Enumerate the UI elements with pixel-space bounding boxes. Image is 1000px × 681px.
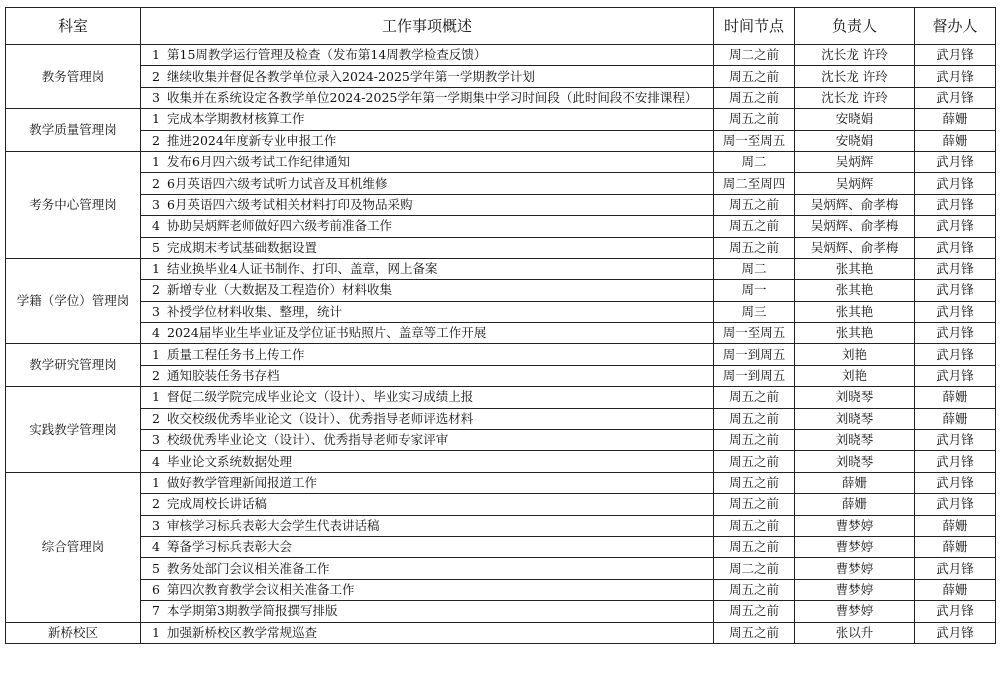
task-cell [141,323,714,344]
time-cell: 周二至周四 [714,173,795,194]
task-text: 结业换毕业4人证书制作、打印、盖章，网上备案 [167,261,438,277]
owner-cell: 吴炳辉、俞孝梅 [795,216,915,237]
owner-cell: 安晓娟 [795,109,915,130]
supervisor-cell: 武月锋 [915,430,996,451]
time-cell: 周五之前 [714,408,795,429]
time-cell: 周五之前 [714,237,795,258]
time-cell: 周五之前 [714,430,795,451]
table-row [6,237,996,258]
task-cell [141,387,714,408]
task-cell [141,494,714,515]
task-number: 2 [152,496,160,512]
task-number: 3 [152,432,160,448]
owner-cell: 刘晓琴 [795,408,915,429]
task-text: 新增专业（大数据及工程造价）材料收集 [167,282,393,298]
time-cell: 周五之前 [714,87,795,108]
supervisor-cell: 薛姗 [915,579,996,600]
table-row [6,151,996,172]
task-text: 筹备学习标兵表彰大会 [167,539,293,555]
time-cell: 周一至周五 [714,130,795,151]
task-number: 1 [152,47,160,63]
task-cell [141,451,714,472]
task-cell [141,87,714,108]
task-text: 审核学习标兵表彰大会学生代表讲话稿 [167,517,380,533]
task-text: 发布6月四六级考试工作纪律通知 [167,154,350,170]
task-text: 补授学位材料收集、整理，统计 [167,303,343,319]
task-text: 2024届毕业生毕业证及学位证书贴照片、盖章等工作开展 [167,325,487,341]
task-number: 2 [152,410,160,426]
owner-cell: 张其艳 [795,323,915,344]
header-dept: 科室 [6,8,141,45]
task-text: 第四次教育教学会议相关准备工作 [167,581,355,597]
task-text: 推进2024年度新专业申报工作 [167,132,337,148]
task-number: 6 [152,581,160,597]
dept-cell: 教学研究管理岗 [6,344,141,387]
task-text: 做好教学管理新闻报道工作 [167,475,318,490]
time-cell: 周一至周五 [714,323,795,344]
owner-cell: 吴炳辉、俞孝梅 [795,237,915,258]
supervisor-cell: 薛姗 [915,387,996,408]
supervisor-cell: 薛姗 [915,408,996,429]
task-number: 3 [152,303,160,319]
supervisor-cell: 武月锋 [915,494,996,515]
time-cell: 周三 [714,301,795,322]
table-row [6,494,996,515]
table-row [6,344,996,365]
time-cell: 周五之前 [714,194,795,215]
header-supervisor: 督办人 [915,8,996,45]
table-row [6,408,996,429]
task-cell [141,601,714,622]
supervisor-cell: 武月锋 [915,301,996,322]
task-number: 1 [152,475,160,490]
task-number: 5 [152,239,160,255]
supervisor-cell: 武月锋 [915,472,996,493]
time-cell: 周五之前 [714,515,795,536]
supervisor-cell: 薛姗 [915,515,996,536]
task-number: 7 [152,603,160,619]
supervisor-cell: 武月锋 [915,258,996,279]
task-number: 4 [152,539,160,555]
table-row [6,45,996,66]
task-cell [141,301,714,322]
task-number: 2 [152,132,160,148]
task-text: 继续收集并督促各教学单位录入2024-2025学年第一学期教学计划 [167,68,535,84]
task-number: 1 [152,624,160,640]
header-owner: 负责人 [795,8,915,45]
task-number: 2 [152,68,160,84]
table-row [6,323,996,344]
supervisor-cell: 武月锋 [915,151,996,172]
time-cell: 周二之前 [714,45,795,66]
supervisor-cell: 武月锋 [915,280,996,301]
time-cell: 周二 [714,151,795,172]
task-number: 2 [152,175,160,191]
owner-cell: 张其艳 [795,301,915,322]
owner-cell: 曹梦婷 [795,536,915,557]
owner-cell: 刘晓琴 [795,451,915,472]
supervisor-cell: 薛姗 [915,130,996,151]
task-text: 校级优秀毕业论文（设计）、优秀指导老师专家评审 [167,432,449,448]
time-cell: 周二之前 [714,558,795,579]
task-cell [141,536,714,557]
task-text: 加强新桥校区教学常规巡查 [167,624,318,640]
supervisor-cell: 武月锋 [915,558,996,579]
task-cell [141,622,714,643]
owner-cell: 吴炳辉、俞孝梅 [795,194,915,215]
task-number: 1 [152,261,160,277]
table-row [6,109,996,130]
header-row [6,8,996,45]
supervisor-cell: 武月锋 [915,173,996,194]
task-number: 3 [152,517,160,533]
owner-cell: 刘晓琴 [795,387,915,408]
supervisor-cell: 武月锋 [915,66,996,87]
supervisor-cell: 薛姗 [915,536,996,557]
header-task: 工作事项概述 [141,8,714,45]
time-cell: 周五之前 [714,601,795,622]
task-cell [141,45,714,66]
table-row [6,216,996,237]
dept-cell: 综合管理岗 [6,472,141,622]
task-text: 6月英语四六级考试相关材料打印及物品采购 [167,196,413,212]
owner-cell: 张其艳 [795,258,915,279]
supervisor-cell: 武月锋 [915,451,996,472]
owner-cell: 沈长龙 许玲 [795,45,915,66]
task-text: 协助吴炳辉老师做好四六级考前准备工作 [167,218,393,234]
task-cell [141,280,714,301]
task-text: 完成期末考试基础数据设置 [167,239,318,255]
time-cell: 周五之前 [714,66,795,87]
table-row [6,194,996,215]
owner-cell: 薛姗 [795,494,915,515]
dept-cell: 教务管理岗 [6,45,141,109]
owner-cell: 吴炳辉 [795,151,915,172]
task-number: 4 [152,218,160,234]
supervisor-cell: 武月锋 [915,87,996,108]
task-cell [141,472,714,493]
table-row [6,130,996,151]
time-cell: 周五之前 [714,387,795,408]
supervisor-cell: 武月锋 [915,323,996,344]
supervisor-cell: 武月锋 [915,237,996,258]
time-cell: 周五之前 [714,494,795,515]
time-cell: 周二 [714,258,795,279]
task-cell [141,430,714,451]
time-cell: 周一 [714,280,795,301]
owner-cell: 沈长龙 许玲 [795,87,915,108]
task-text: 完成本学期教材核算工作 [167,111,305,127]
supervisor-cell: 薛姗 [915,109,996,130]
task-cell [141,558,714,579]
time-cell: 周五之前 [714,536,795,557]
task-cell [141,579,714,600]
owner-cell: 曹梦婷 [795,579,915,600]
table-row [6,301,996,322]
owner-cell: 曹梦婷 [795,515,915,536]
task-number: 1 [152,346,160,362]
table-row [6,387,996,408]
owner-cell: 刘艳 [795,344,915,365]
supervisor-cell: 武月锋 [915,344,996,365]
table-row [6,430,996,451]
time-cell: 周一到周五 [714,344,795,365]
dept-cell: 教学质量管理岗 [6,109,141,152]
owner-cell: 张其艳 [795,280,915,301]
task-number: 5 [152,560,160,576]
owner-cell: 薛姗 [795,472,915,493]
table-row [6,87,996,108]
owner-cell: 曹梦婷 [795,601,915,622]
task-text: 教务处部门会议相关准备工作 [167,560,330,576]
task-text: 第15周教学运行管理及检查（发布第14周教学检查反馈） [167,47,487,63]
supervisor-cell: 武月锋 [915,365,996,386]
task-cell [141,237,714,258]
dept-cell: 新桥校区 [6,622,141,643]
owner-cell: 张以升 [795,622,915,643]
owner-cell: 曹梦婷 [795,558,915,579]
task-cell [141,151,714,172]
task-cell [141,344,714,365]
table-row [6,451,996,472]
dept-cell: 实践教学管理岗 [6,387,141,473]
task-cell [141,408,714,429]
owner-cell: 吴炳辉 [795,173,915,194]
time-cell: 周五之前 [714,109,795,130]
time-cell: 周五之前 [714,579,795,600]
task-cell [141,130,714,151]
task-cell [141,365,714,386]
table-row [6,622,996,643]
task-text: 本学期第3期教学简报撰写排版 [167,603,338,619]
table-row [6,601,996,622]
task-text: 收集并在系统设定各教学单位2024-2025学年第一学期集中学习时间段（此时间段不安排课程） [167,89,698,105]
task-number: 2 [152,282,160,298]
owner-cell: 安晓娟 [795,130,915,151]
owner-cell: 刘晓琴 [795,430,915,451]
task-number: 1 [152,154,160,170]
time-cell: 周五之前 [714,622,795,643]
task-number: 3 [152,89,160,105]
task-text: 督促二级学院完成毕业论文（设计）、毕业实习成绩上报 [167,389,474,405]
table-row [6,579,996,600]
supervisor-cell: 武月锋 [915,194,996,215]
task-cell [141,515,714,536]
task-number: 4 [152,325,160,341]
time-cell: 周五之前 [714,216,795,237]
task-cell [141,194,714,215]
owner-cell: 刘艳 [795,365,915,386]
task-text: 质量工程任务书上传工作 [167,346,305,362]
dept-cell: 考务中心管理岗 [6,151,141,258]
header-time: 时间节点 [714,8,795,45]
supervisor-cell: 武月锋 [915,622,996,643]
table-body [6,45,996,644]
table-row [6,365,996,386]
time-cell: 周五之前 [714,472,795,493]
task-number: 2 [152,368,160,384]
table-row [6,472,996,493]
task-cell [141,66,714,87]
table-row [6,536,996,557]
task-cell [141,173,714,194]
table-row [6,173,996,194]
task-cell [141,216,714,237]
table-row [6,280,996,301]
task-number: 1 [152,111,160,127]
time-cell: 周五之前 [714,451,795,472]
table-row [6,515,996,536]
time-cell: 周一到周五 [714,365,795,386]
dept-cell: 学籍（学位）管理岗 [6,258,141,344]
table-row [6,258,996,279]
table-row [6,66,996,87]
task-text: 收交校级优秀毕业论文（设计）、优秀指导老师评选材料 [167,410,474,426]
task-text: 通知胶装任务书存档 [167,368,280,384]
task-text: 6月英语四六级考试听力试音及耳机维修 [167,175,388,191]
task-cell [141,258,714,279]
work-schedule-table [5,7,996,644]
task-number: 4 [152,453,160,469]
supervisor-cell: 武月锋 [915,601,996,622]
supervisor-cell: 武月锋 [915,216,996,237]
task-text: 完成周校长讲话稿 [167,496,268,512]
task-text: 毕业论文系统数据处理 [167,453,293,469]
task-number: 1 [152,389,160,405]
table-row [6,558,996,579]
owner-cell: 沈长龙 许玲 [795,66,915,87]
task-number: 3 [152,196,160,212]
supervisor-cell: 武月锋 [915,45,996,66]
task-cell [141,109,714,130]
